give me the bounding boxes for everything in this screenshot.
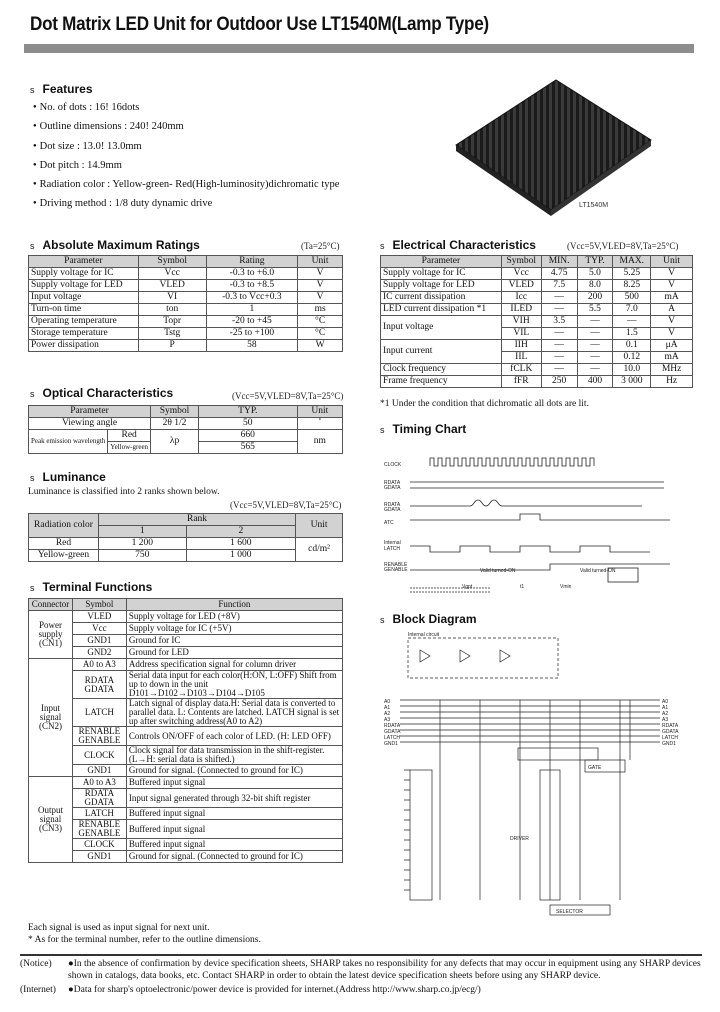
electrical-cell: 8.0 <box>577 280 613 292</box>
timing-chart <box>380 440 694 608</box>
terminal-function: Controls ON/OFF of each color of LED. (H: LED OFF) <box>126 727 342 746</box>
electrical-header: Unit <box>651 256 693 268</box>
electrical-cell: 5.25 <box>613 268 651 280</box>
terminal-symbol: VLED <box>72 611 126 623</box>
abs-max-cell: Operating temperature <box>29 316 139 328</box>
luminance-header: 1 <box>98 526 186 538</box>
electrical-cell: 4.75 <box>541 268 577 280</box>
optical-header: Unit <box>297 406 342 418</box>
table-row <box>29 671 343 699</box>
table-row <box>29 765 343 777</box>
electrical-condition: (Vcc=5V,VLED=8V,Ta=25°C) <box>567 241 679 251</box>
luminance-desc: Luminance is classified into 2 ranks shown below. <box>28 487 220 497</box>
svg-text:LATCH: LATCH <box>384 735 401 741</box>
abs-max-cell: Supply voltage for LED <box>29 280 139 292</box>
abs-max-cell: -20 to +45 <box>206 316 298 328</box>
table-row <box>29 328 343 340</box>
terminal-function: Ground for signal. (Connected to ground for IC) <box>126 765 342 777</box>
svg-text:GND1: GND1 <box>384 741 398 747</box>
table-row <box>381 340 693 352</box>
electrical-cell: 500 <box>613 292 651 304</box>
electrical-cell: Icc <box>501 292 541 304</box>
table-row <box>29 808 343 820</box>
electrical-cell: V <box>651 268 693 280</box>
electrical-cell: LED current dissipation *1 <box>381 304 502 316</box>
electrical-cell: μA <box>651 340 693 352</box>
timing-heading: s Timing Chart <box>380 422 467 436</box>
svg-text:A2: A2 <box>662 711 669 717</box>
optical-header: Parameter <box>29 406 151 418</box>
block-heading: s Block Diagram <box>380 612 477 626</box>
luminance-table <box>28 513 343 562</box>
abs-max-cell: Vcc <box>138 268 206 280</box>
electrical-cell: 10.0 <box>613 364 651 376</box>
terminal-symbol: A0 to A3 <box>72 659 126 671</box>
terminal-header: Connector <box>29 599 73 611</box>
terminal-function: Latch signal of display data.H: Serial data is converted to parallel data. L: Contents are latched. LATCH signal is set up after switching address(A0 to A2) <box>126 699 342 727</box>
electrical-cell: ILED <box>501 304 541 316</box>
svg-text:A0: A0 <box>384 699 391 705</box>
luminance-cell: 1 000 <box>186 550 296 562</box>
electrical-cell: 0.12 <box>613 352 651 364</box>
electrical-cell: 400 <box>577 376 613 388</box>
electrical-cell: — <box>577 364 613 376</box>
electrical-header: MIN. <box>541 256 577 268</box>
luminance-cell: 1 200 <box>98 538 186 550</box>
feature-item: ● Dot pitch : 14.9mm <box>33 156 339 175</box>
table-row <box>29 611 343 623</box>
svg-text:GENABLE: GENABLE <box>384 567 408 573</box>
table-row <box>29 727 343 746</box>
svg-text:RDATA: RDATA <box>662 723 679 729</box>
electrical-cell: 7.0 <box>613 304 651 316</box>
electrical-cell: 1.5 <box>613 328 651 340</box>
terminal-note-2: * As for the terminal number, refer to the outline dimensions. <box>28 935 261 945</box>
optical-condition: (Vcc=5V,VLED=8V,Ta=25°C) <box>232 391 344 401</box>
electrical-cell: fFR <box>501 376 541 388</box>
electrical-cell: Supply voltage for IC <box>381 268 502 280</box>
table-row <box>29 316 343 328</box>
internet-text: ●Data for sharp's optoelectronic/power device is provided for internet.(Address http://www.sharp.co.jp/ecg/) <box>68 985 481 995</box>
electrical-cell: Frame frequency <box>381 376 502 388</box>
terminal-symbol: RDATA GDATA <box>72 789 126 808</box>
terminal-function: Input signal generated through 32-bit shift register <box>126 789 342 808</box>
terminal-header: Function <box>126 599 342 611</box>
table-row <box>381 316 693 328</box>
table-row <box>381 280 693 292</box>
electrical-cell: V <box>651 328 693 340</box>
electrical-header: MAX. <box>613 256 651 268</box>
electrical-heading: s Electrical Characteristics <box>380 238 536 252</box>
electrical-cell: V <box>651 316 693 328</box>
optical-header: TYP. <box>199 406 298 418</box>
terminal-symbol: Vcc <box>72 623 126 635</box>
electrical-cell: Supply voltage for LED <box>381 280 502 292</box>
electrical-cell: IIH <box>501 340 541 352</box>
terminal-connector: Power supply (CN1) <box>29 611 73 659</box>
electrical-header: TYP. <box>577 256 613 268</box>
abs-max-cell: VLED <box>138 280 206 292</box>
table-row <box>29 851 343 863</box>
terminal-symbol: RDATA GDATA <box>72 671 126 699</box>
selector-label: SELECTOR <box>556 909 583 915</box>
abs-max-cell: °C <box>298 328 343 340</box>
svg-text:A1: A1 <box>384 705 391 711</box>
electrical-cell: mA <box>651 292 693 304</box>
luminance-header: Radiation color <box>29 514 99 538</box>
terminal-symbol: GND1 <box>72 765 126 777</box>
optical-cell: 50 <box>199 418 298 430</box>
electrical-footnote: *1 Under the condition that dichromatic all dots are lit. <box>380 399 589 409</box>
feature-item: ● Radiation color : Yellow-green- Red(High-luminosity)dichromatic type <box>33 175 339 194</box>
electrical-cell: MHz <box>651 364 693 376</box>
electrical-header: Parameter <box>381 256 502 268</box>
feature-item: ● Outline dimensions : 240! 240mm <box>33 117 339 136</box>
product-photo <box>446 70 686 220</box>
electrical-cell: 5.5 <box>577 304 613 316</box>
electrical-cell: — <box>541 292 577 304</box>
svg-text:Valid turned-ON: Valid turned-ON <box>480 568 516 574</box>
electrical-cell: — <box>577 340 613 352</box>
optical-cell: Viewing angle <box>29 418 151 430</box>
terminal-symbol: GND1 <box>72 635 126 647</box>
terminal-function: Ground for LED <box>126 647 342 659</box>
svg-text:RDATA: RDATA <box>384 502 401 508</box>
notice-text: ●In the absence of confirmation by device specification sheets, SHARP takes no responsibility for any defects that may occur in equipment using any SHARP devices shown in catalogs, data books, etc. Contact SHARP in order to obtain the latest device specification sheets before using any SHARP device. <box>68 959 701 981</box>
electrical-cell: Hz <box>651 376 693 388</box>
svg-text:LATCH: LATCH <box>662 735 679 741</box>
notice-label: (Notice) <box>20 959 52 969</box>
abs-max-cell: V <box>298 268 343 280</box>
terminal-function: Serial data input for each color(H:ON, L:OFF) Shift from up to down in the unit D101→D102→D103→D104→D105 <box>126 671 342 699</box>
electrical-cell: — <box>541 352 577 364</box>
table-row <box>29 292 343 304</box>
svg-text:CLOCK: CLOCK <box>384 462 402 468</box>
optical-cell: Red <box>108 430 151 442</box>
abs-max-heading: s Absolute Maximum Ratings <box>30 238 200 252</box>
abs-max-cell: W <box>298 340 343 352</box>
table-row <box>29 777 343 789</box>
optical-cell: 660 <box>199 430 298 442</box>
terminal-symbol: A0 to A3 <box>72 777 126 789</box>
terminal-heading: s Terminal Functions <box>30 580 153 594</box>
electrical-cell: 8.25 <box>613 280 651 292</box>
svg-text:Internal: Internal <box>384 540 401 546</box>
abs-max-header: Symbol <box>138 256 206 268</box>
terminal-function: Supply voltage for IC (+5V) <box>126 623 342 635</box>
electrical-cell: — <box>577 316 613 328</box>
table-row <box>381 268 693 280</box>
svg-text:A0: A0 <box>662 699 669 705</box>
svg-text:ATC: ATC <box>384 520 394 526</box>
terminal-function: Supply voltage for LED (+8V) <box>126 611 342 623</box>
table-row <box>29 647 343 659</box>
title-rule <box>24 44 694 53</box>
electrical-cell: 7.5 <box>541 280 577 292</box>
table-row <box>29 268 343 280</box>
svg-text:Internal circuit: Internal circuit <box>408 632 440 638</box>
svg-text:A2: A2 <box>384 711 391 717</box>
abs-max-condition: (Ta=25°C) <box>301 241 340 251</box>
svg-text:GDATA: GDATA <box>384 485 401 491</box>
electrical-cell: fCLK <box>501 364 541 376</box>
electrical-cell: — <box>577 352 613 364</box>
electrical-cell: VLED <box>501 280 541 292</box>
optical-cell: 565 <box>199 442 298 454</box>
abs-max-cell: -25 to +100 <box>206 328 298 340</box>
internet-label: (Internet) <box>20 985 56 995</box>
table-row <box>381 292 693 304</box>
terminal-symbol: LATCH <box>72 808 126 820</box>
electrical-header: Symbol <box>501 256 541 268</box>
terminal-symbol: RENABLE GENABLE <box>72 727 126 746</box>
svg-text:LATCH: LATCH <box>384 546 401 552</box>
table-row <box>29 635 343 647</box>
electrical-cell: A <box>651 304 693 316</box>
electrical-cell: 3 000 <box>613 376 651 388</box>
electrical-cell: IC current dissipation <box>381 292 502 304</box>
table-row <box>29 746 343 765</box>
electrical-cell: — <box>541 364 577 376</box>
table-row <box>29 340 343 352</box>
luminance-header: Rank <box>98 514 295 526</box>
feature-item: ● Dot size : 13.0! 13.0mm <box>33 137 339 156</box>
electrical-cell: 3.5 <box>541 316 577 328</box>
abs-max-cell: ms <box>298 304 343 316</box>
table-row <box>29 623 343 635</box>
electrical-table <box>380 255 693 388</box>
svg-text:RDATA: RDATA <box>384 723 401 729</box>
abs-max-cell: Topr <box>138 316 206 328</box>
optical-table <box>28 405 343 454</box>
abs-max-cell: 1 <box>206 304 298 316</box>
abs-max-table <box>28 255 343 352</box>
electrical-cell: Input voltage <box>381 316 502 340</box>
electrical-cell: — <box>613 316 651 328</box>
terminal-function: Address specification signal for column driver <box>126 659 342 671</box>
svg-text:RENABLE: RENABLE <box>384 562 408 568</box>
abs-max-cell: Supply voltage for IC <box>29 268 139 280</box>
luminance-cell: cd/m² <box>296 538 343 562</box>
features-heading: s Features <box>30 82 93 96</box>
terminal-note-1: Each signal is used as input signal for next unit. <box>28 923 210 933</box>
photo-caption: LT1540M <box>579 202 609 209</box>
svg-text:A3: A3 <box>662 717 669 723</box>
abs-max-cell: Power dissipation <box>29 340 139 352</box>
feature-item: ● Driving method : 1/8 duty dynamic drive <box>33 194 339 213</box>
table-row <box>381 304 693 316</box>
abs-max-header: Rating <box>206 256 298 268</box>
terminal-function: Ground for IC <box>126 635 342 647</box>
page-title: Dot Matrix LED Unit for Outdoor Use LT1540M(Lamp Type) <box>30 14 489 35</box>
table-row <box>29 699 343 727</box>
svg-text:t1: t1 <box>520 584 525 590</box>
abs-max-cell: 58 <box>206 340 298 352</box>
terminal-function: Buffered input signal <box>126 820 342 839</box>
abs-max-cell: -0.3 to +6.0 <box>206 268 298 280</box>
luminance-condition: (Vcc=5V,VLED=8V,Ta=25°C) <box>230 500 342 510</box>
svg-text:A3: A3 <box>384 717 391 723</box>
svg-text:GDATA: GDATA <box>384 729 401 735</box>
table-row <box>29 839 343 851</box>
electrical-cell: VIL <box>501 328 541 340</box>
luminance-cell: Red <box>29 538 99 550</box>
svg-text:RDATA: RDATA <box>384 480 401 486</box>
luminance-cell: Yellow-green <box>29 550 99 562</box>
abs-max-cell: ton <box>138 304 206 316</box>
terminal-symbol: LATCH <box>72 699 126 727</box>
abs-max-cell: V <box>298 292 343 304</box>
terminal-symbol: RENABLE GENABLE <box>72 820 126 839</box>
electrical-cell: Clock frequency <box>381 364 502 376</box>
electrical-cell: IIL <box>501 352 541 364</box>
optical-header: Symbol <box>151 406 199 418</box>
svg-text:GDATA: GDATA <box>384 507 401 513</box>
table-row <box>381 376 693 388</box>
electrical-cell: VIH <box>501 316 541 328</box>
footer <box>20 954 702 996</box>
svg-text:Vmin: Vmin <box>560 584 572 590</box>
driver-label: DRIVER <box>510 836 529 842</box>
svg-text:A1: A1 <box>662 705 669 711</box>
electrical-cell: — <box>541 304 577 316</box>
electrical-cell: 200 <box>577 292 613 304</box>
terminal-symbol: GND2 <box>72 647 126 659</box>
gate-label: GATE <box>588 765 602 771</box>
electrical-cell: Input current <box>381 340 502 364</box>
terminal-function: Buffered input signal <box>126 839 342 851</box>
terminal-symbol: CLOCK <box>72 839 126 851</box>
electrical-cell: mA <box>651 352 693 364</box>
terminal-table <box>28 598 343 863</box>
optical-cell: ˚ <box>297 418 342 430</box>
svg-text:GND1: GND1 <box>662 741 676 747</box>
abs-max-cell: °C <box>298 316 343 328</box>
feature-item: ● No. of dots : 16! 16dots <box>33 98 339 117</box>
abs-max-cell: Input voltage <box>29 292 139 304</box>
luminance-cell: 1 600 <box>186 538 296 550</box>
abs-max-cell: V <box>298 280 343 292</box>
svg-text:Valid turned-ON: Valid turned-ON <box>580 568 616 574</box>
luminance-header: 2 <box>186 526 296 538</box>
electrical-cell: — <box>577 328 613 340</box>
terminal-symbol: GND1 <box>72 851 126 863</box>
optical-cell: λp <box>151 430 199 454</box>
optical-cell: Yellow-green <box>108 442 151 454</box>
terminal-function: Buffered input signal <box>126 808 342 820</box>
terminal-connector: Input signal (CN2) <box>29 659 73 777</box>
svg-text:GDATA: GDATA <box>662 729 679 735</box>
abs-max-cell: P <box>138 340 206 352</box>
optical-cell: 2θ 1/2 <box>151 418 199 430</box>
abs-max-cell: Storage temperature <box>29 328 139 340</box>
abs-max-cell: -0.3 to +8.5 <box>206 280 298 292</box>
electrical-cell: Vcc <box>501 268 541 280</box>
optical-heading: s Optical Characteristics <box>30 386 174 400</box>
abs-max-header: Unit <box>298 256 343 268</box>
luminance-heading: s Luminance <box>30 470 106 484</box>
luminance-header: Unit <box>296 514 343 538</box>
electrical-cell: 250 <box>541 376 577 388</box>
features-list <box>33 98 339 214</box>
abs-max-cell: VI <box>138 292 206 304</box>
terminal-connector: Output signal (CN3) <box>29 777 73 863</box>
abs-max-cell: Tstg <box>138 328 206 340</box>
electrical-cell: — <box>541 340 577 352</box>
luminance-cell: 750 <box>98 550 186 562</box>
optical-cell: Peak emission wavelength <box>29 430 108 454</box>
electrical-cell: — <box>541 328 577 340</box>
abs-max-header: Parameter <box>29 256 139 268</box>
abs-max-cell: -0.3 to Vcc+0.3 <box>206 292 298 304</box>
svg-text:Vgpt: Vgpt <box>462 584 473 590</box>
electrical-cell: 0.1 <box>613 340 651 352</box>
terminal-header: Symbol <box>72 599 126 611</box>
electrical-cell: V <box>651 280 693 292</box>
table-row <box>29 280 343 292</box>
abs-max-cell: Turn-on time <box>29 304 139 316</box>
table-row <box>29 820 343 839</box>
table-row <box>29 304 343 316</box>
terminal-function: Clock signal for data transmission in the shift-register. (L→H: serial data is shifted.) <box>126 746 342 765</box>
optical-cell: nm <box>297 430 342 454</box>
terminal-function: Ground for signal. (Connected to ground for IC) <box>126 851 342 863</box>
table-row <box>29 659 343 671</box>
table-row <box>29 789 343 808</box>
block-diagram <box>380 630 694 940</box>
terminal-function: Buffered input signal <box>126 777 342 789</box>
terminal-symbol: CLOCK <box>72 746 126 765</box>
table-row <box>381 364 693 376</box>
electrical-cell: 5.0 <box>577 268 613 280</box>
